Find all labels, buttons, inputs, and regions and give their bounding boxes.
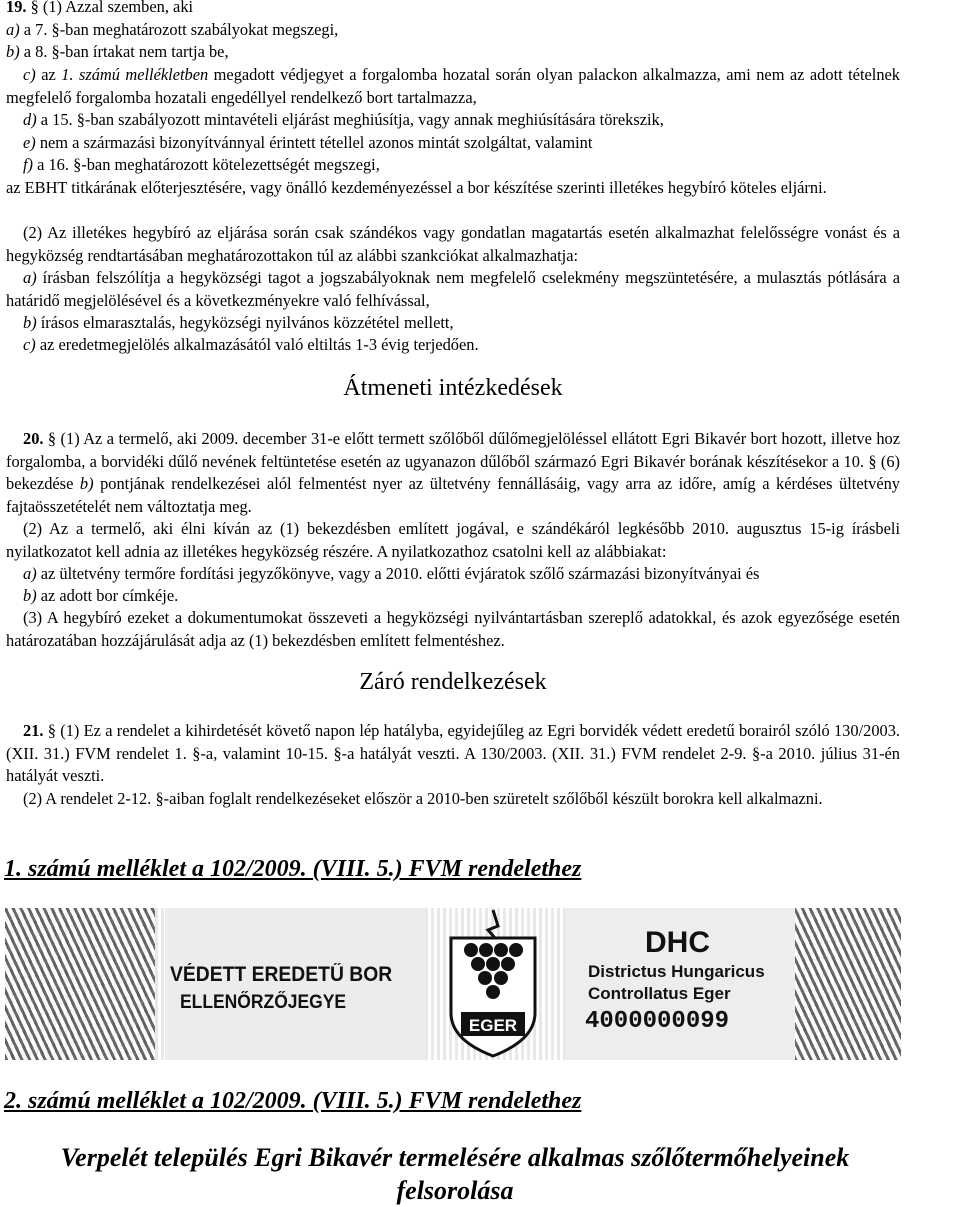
heading-transitional: Átmeneti intézkedések — [343, 375, 563, 401]
annex-2-heading: Verpelét település Egri Bikavér termelésére alkalmas szőlőtermőhelyeinek felsorolása — [60, 1143, 850, 1205]
item-letter: f) — [23, 155, 34, 174]
item-text: megadott védjegyet a forgalomba hozatal során olyan palackon alkalmazza, ami nem az adott tételnek megfelelő forgalomba hozatali engedéllyel rendelkező bort tartalmazza, — [6, 65, 901, 107]
annex-2-title: 2. számú melléklet a 102/2009. (VIII. 5.) FVM rendelethez — [4, 1088, 582, 1114]
item-text: az ültetvény termőre fordítási jegyzőkönyve, vagy a 2010. előtti évjáratok szőlő származási bizonyítványai és — [36, 564, 760, 583]
section-20-paragraph-2: (2) Az a termelő, aki élni kíván az (1) bekezdésben említett jogával, e szándékáról legkésőbb 2010. augusztus 15-ig írásbeli nyilatkozatot kell adnia az illetékes hegyközség részére. A nyilatkozathoz csatolni kell az alábbiakat: — [6, 519, 900, 561]
item-text: a 15. §-ban szabályozott mintavételi eljárást meghiúsítja, vagy annak meghiúsítására törekszik, — [36, 110, 664, 129]
item-letter: a) — [23, 268, 37, 287]
item-letter: b) — [6, 42, 20, 61]
section-19-item-c — [6, 64, 900, 109]
label-control-text: ELLENŐRZŐJEGYE — [180, 992, 347, 1013]
item-text: a 16. §-ban meghatározott kötelezettségét megszegi, — [33, 155, 380, 174]
item-letter: d) — [23, 110, 37, 129]
point-reference: b) — [79, 474, 94, 493]
section-19-intro — [6, 0, 900, 64]
section-number: 21. — [23, 721, 44, 740]
item-text: nem a származási bizonyítvánnyal érintett tétellel azonos mintát szolgáltat, valamint — [35, 133, 593, 152]
section-19-p2-item-c — [6, 334, 900, 357]
item-letter: b) — [23, 313, 37, 332]
item-text: a 8. §-ban írtakat nem tartja be, — [19, 42, 229, 61]
label-controllatus-text: Controllatus Eger — [588, 984, 731, 1003]
item-text: írásos elmarasztalás, hegyközségi nyilvános közzététel mellett, — [36, 313, 454, 332]
paragraph-text: § (1) Azzal szemben, aki — [26, 0, 194, 16]
label-protected-origin-text: VÉDETT EREDETŰ BOR — [170, 963, 393, 986]
label-serial-number: 4000000099 — [585, 1008, 730, 1035]
section-19-p2-item-b — [6, 312, 900, 335]
annex-reference: 1. számú mellékletben — [61, 65, 209, 84]
section-19-paragraph-2: (2) Az illetékes hegybíró az eljárása során csak szándékos vagy gondatlan magatartás esetén alkalmazhat felelősségre vonást és a hegyközség rendtartásában meghatározottakon túl az alábbi szankciókat alkalmazhatja: — [6, 223, 900, 265]
annex-1-title: 1. számú melléklet a 102/2009. (VIII. 5.) FVM rendelethez — [4, 856, 582, 882]
label-districtus-text: Districtus Hungaricus — [588, 962, 765, 981]
section-21-paragraph-1 — [6, 720, 900, 788]
section-number: 20. — [23, 429, 44, 448]
item-letter: a) — [6, 19, 20, 39]
item-text: írásban felszólítja a hegyközségi tagot a jogszabályoknak nem megfelelő cselekmény megszüntetésére, a mulasztás pótlására a határidő megjelölésével és a következményekre való felhívással, — [6, 268, 900, 310]
section-number: 19. — [6, 0, 27, 16]
item-text: az adott bor címkéje. — [36, 586, 179, 605]
paragraph-text: § (1) Az a termelő, aki 2009. december 31-e előtt termett szőlőből dűlőmegjelöléssel ellátott Egri Bikavér bort hozott, illetve hoz forgalomba, a borvidéki dűlő nevének feltüntetése esetén az ugyanazon dűlőből származó Egri Bikavér borának készítésekor a 10. § (6) bekezdése — [6, 429, 900, 493]
item-text: az — [35, 65, 62, 84]
item-letter: a) — [23, 564, 37, 583]
section-20-paragraph-3: (3) A hegybíró ezeket a dokumentumokat összeveti a hegyközségi nyilvántartásban szereplő adatokkal, és azok egyezősége esetén határozatában hozzájárulását adja az (1) bekezdésben említett felmentéshez. — [6, 608, 900, 650]
grape-emblem-icon — [443, 908, 543, 1058]
item-letter: e) — [23, 133, 36, 152]
section-19-item-f — [6, 154, 900, 177]
paragraph-text: pontjának rendelkezései alól felmentést nyer az ültetvény fennállásáig, vagy arra az időre, amíg a kérdéses ültetvény fajtaösszetételét nem változtatja meg. — [6, 474, 901, 516]
section-19-item-e — [6, 132, 900, 155]
item-text: az eredetmegjelölés alkalmazásától való eltiltás 1-3 évig terjedően. — [35, 335, 479, 354]
section-20-p2-item-a — [6, 563, 900, 586]
section-19-p2-item-a — [6, 267, 900, 312]
control-label-image — [5, 908, 901, 1060]
heading-final: Záró rendelkezések — [359, 669, 547, 695]
item-letter: c) — [23, 65, 36, 84]
item-letter: b) — [23, 586, 37, 605]
section-19-item-d — [6, 109, 900, 132]
section-19-after-f: az EBHT titkárának előterjesztésére, vagy önálló kezdeményezéssel a bor készítése szerinti illetékes hegybíró köteles eljárni. — [6, 178, 827, 197]
label-dhc-text: DHC — [645, 926, 710, 959]
emblem-label: EGER — [468, 1016, 518, 1035]
section-20-paragraph-1 — [6, 428, 900, 518]
guilloche-pattern-left — [5, 908, 155, 1060]
item-text: a 7. §-ban meghatározott szabályokat megszegi, — [19, 19, 339, 39]
item-letter: c) — [23, 335, 36, 354]
paragraph-text: § (1) Ez a rendelet a kihirdetését követő napon lép hatályba, egyidejűleg az Egri borvidék védett eredetű borairól szóló 130/2003. (XII. 31.) FVM rendelet 1. §-a, valamint 10-15. §-a hatályát veszti. A 130/2003. (XII. 31.) FVM rendelet 2-9. §-a 2010. július 31-én hatályát veszti. — [6, 721, 900, 785]
section-20-p2-item-b — [6, 585, 900, 608]
section-21-paragraph-2: (2) A rendelet 2-12. §-aiban foglalt rendelkezéseket először a 2010-ben szüretelt szőlőből készült borokra kell alkalmazni. — [23, 789, 823, 808]
